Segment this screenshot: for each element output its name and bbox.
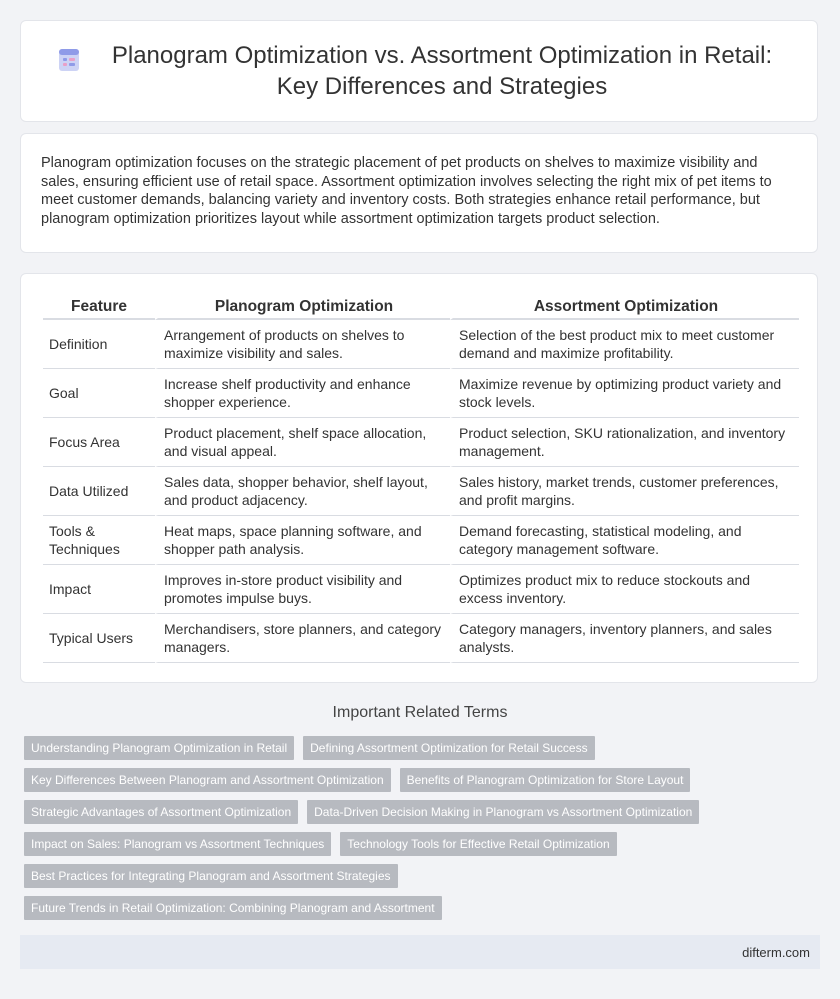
table-row xyxy=(43,467,799,516)
table-row xyxy=(43,614,799,663)
table-row xyxy=(43,516,799,565)
related-term-link[interactable]: Benefits of Planogram Optimization for Store Layout xyxy=(400,768,691,792)
table-cell-assortment: Selection of the best product mix to meet customer demand and maximize profitability. xyxy=(450,320,799,369)
related-term-link[interactable]: Technology Tools for Effective Retail Optimization xyxy=(340,832,616,856)
related-terms-row xyxy=(24,832,814,856)
related-term-link[interactable]: Data-Driven Decision Making in Planogram vs Assortment Optimization xyxy=(307,800,699,824)
table-cell-assortment: Category managers, inventory planners, and sales analysts. xyxy=(450,614,799,663)
column-header-planogram: Planogram Optimization xyxy=(155,294,450,320)
comparison-card xyxy=(20,273,818,683)
related-term-link[interactable]: Key Differences Between Planogram and Assortment Optimization xyxy=(24,768,391,792)
related-term-link[interactable]: Best Practices for Integrating Planogram and Assortment Strategies xyxy=(24,864,398,888)
table-header-row xyxy=(43,294,799,320)
related-term-link[interactable]: Strategic Advantages of Assortment Optimization xyxy=(24,800,298,824)
related-terms-row xyxy=(24,768,814,792)
related-terms-row xyxy=(24,800,814,824)
page-title: Planogram Optimization vs. Assortment Optimization in Retail: Key Differences and Strategies xyxy=(111,42,773,100)
related-terms-row xyxy=(24,896,814,920)
footer-site: difterm.com xyxy=(742,944,810,960)
table-cell-planogram: Increase shelf productivity and enhance shopper experience. xyxy=(155,369,450,418)
intro-card xyxy=(20,133,818,253)
table-cell-planogram: Sales data, shopper behavior, shelf layout, and product adjacency. xyxy=(155,467,450,516)
table-cell-feature: Typical Users xyxy=(43,614,155,663)
table-cell-planogram: Arrangement of products on shelves to maximize visibility and sales. xyxy=(155,320,450,369)
table-cell-planogram: Merchandisers, store planners, and category managers. xyxy=(155,614,450,663)
header-card xyxy=(20,20,818,122)
related-terms-list xyxy=(24,736,814,928)
column-header-feature: Feature xyxy=(43,294,155,320)
table-cell-assortment: Maximize revenue by optimizing product variety and stock levels. xyxy=(450,369,799,418)
document-icon xyxy=(56,47,82,73)
related-term-link[interactable]: Future Trends in Retail Optimization: Combining Planogram and Assortment xyxy=(24,896,442,920)
table-row xyxy=(43,418,799,467)
table-cell-assortment: Demand forecasting, statistical modeling, and category management software. xyxy=(450,516,799,565)
table-cell-feature: Focus Area xyxy=(43,418,155,467)
table-cell-feature: Definition xyxy=(43,320,155,369)
table-cell-feature: Data Utilized xyxy=(43,467,155,516)
table-cell-planogram: Improves in-store product visibility and promotes impulse buys. xyxy=(155,565,450,614)
related-term-link[interactable]: Understanding Planogram Optimization in Retail xyxy=(24,736,294,760)
related-terms-row xyxy=(24,864,814,888)
table-cell-feature: Impact xyxy=(43,565,155,614)
comparison-table xyxy=(43,294,799,663)
table-cell-feature: Goal xyxy=(43,369,155,418)
related-terms-title: Important Related Terms xyxy=(332,704,508,721)
table-row xyxy=(43,565,799,614)
column-header-assortment: Assortment Optimization xyxy=(450,294,799,320)
table-row xyxy=(43,369,799,418)
table-cell-planogram: Product placement, shelf space allocation, and visual appeal. xyxy=(155,418,450,467)
related-term-link[interactable]: Impact on Sales: Planogram vs Assortment Techniques xyxy=(24,832,331,856)
table-cell-assortment: Sales history, market trends, customer preferences, and profit margins. xyxy=(450,467,799,516)
table-cell-assortment: Product selection, SKU rationalization, and inventory management. xyxy=(450,418,799,467)
related-term-link[interactable]: Defining Assortment Optimization for Retail Success xyxy=(303,736,594,760)
table-row xyxy=(43,320,799,369)
intro-text: Planogram optimization focuses on the strategic placement of pet products on shelves to maximize visibility and sales, ensuring efficient use of retail space. Assortment optimization involves selecting the right mix of pet items to meet customer demands, balancing variety and inventory costs. Both strategies enhance retail performance, but planogram optimization prioritizes layout while assortment optimization targets product selection. xyxy=(41,155,772,227)
related-terms-row xyxy=(24,736,814,760)
table-cell-assortment: Optimizes product mix to reduce stockouts and excess inventory. xyxy=(450,565,799,614)
footer xyxy=(20,935,820,969)
table-cell-planogram: Heat maps, space planning software, and shopper path analysis. xyxy=(155,516,450,565)
table-cell-feature: Tools & Techniques xyxy=(43,516,155,565)
